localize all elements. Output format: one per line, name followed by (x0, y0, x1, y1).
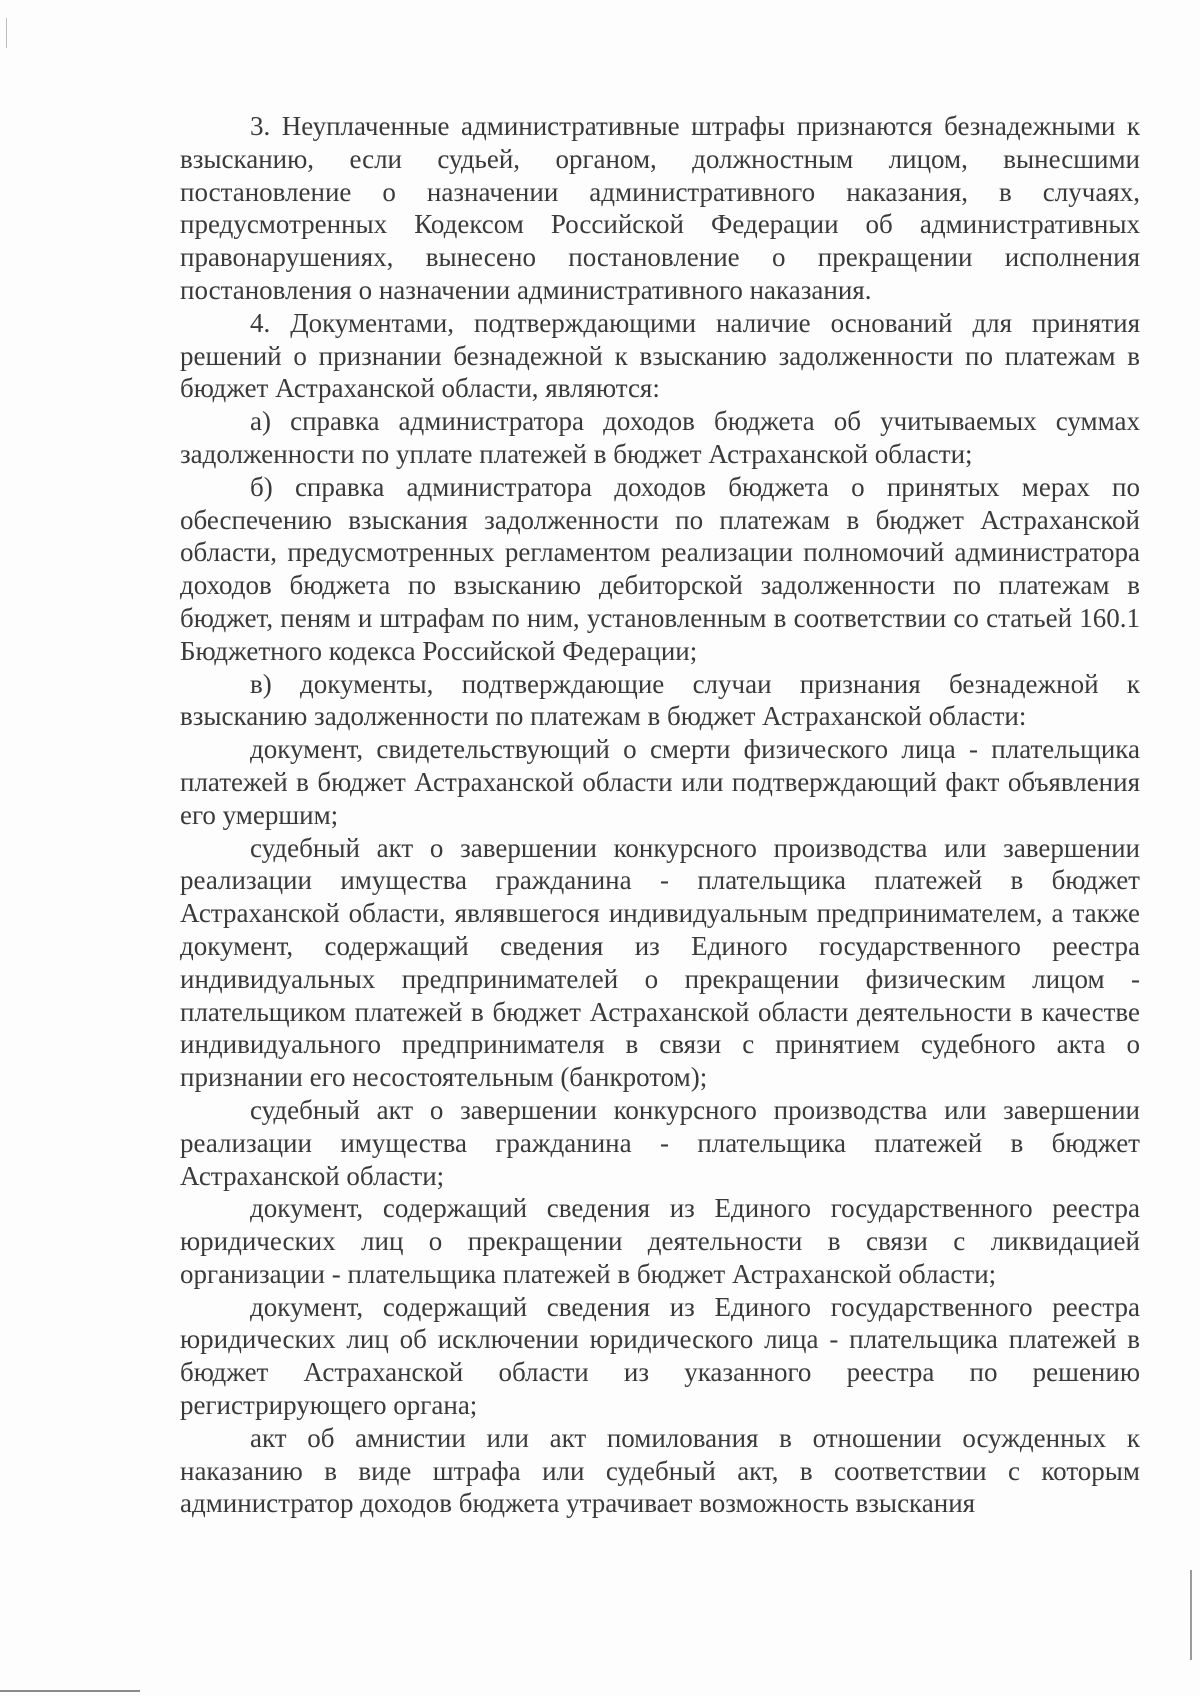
list-item-bankruptcy-citizen: судебный акт о завершении конкурсного производства или завершении реализации имущества гражданина - плательщика платежей в бюджет Астраханской области; (180, 1094, 1140, 1191)
scan-edge-mark (6, 18, 7, 48)
list-item-amnesty-act: акт об амнистии или акт помилования в отношении осужденных к наказанию в виде штрафа или судебный акт, в соответствии с которым администратор доходов бюджета утрачивает возможность взыскания (180, 1422, 1140, 1519)
document-body (180, 110, 1140, 1520)
item-b-collection-measures-certificate: б) справка администратора доходов бюджета о принятых мерах по обеспечению взыскания задолженности по платежам в бюджет Астраханской области, предусмотренных регламентом реализации полномочий администратора доходов бюджета по взысканию дебиторской задолженности по платежам в бюджет, пеням и штрафам по ним, установленным в соответствии со статьей 160.1 Бюджетного кодекса Российской Федерации; (180, 471, 1140, 666)
paragraph-4-supporting-documents: 4. Документами, подтверждающими наличие оснований для принятия решений о признании безнадежной к взысканию задолженности по платежам в бюджет Астраханской области, являются: (180, 307, 1140, 404)
list-item-bankruptcy-entrepreneur: судебный акт о завершении конкурсного производства или завершении реализации имущества гражданина - плательщика платежей в бюджет Астраханской области, являвшегося индивидуальным предпринимателем, а также документ, содержащий сведения из Единого государственного реестра индивидуальных предпринимателей о прекращении физическим лицом - плательщиком платежей в бюджет Астраханской области деятельности в качестве индивидуального предпринимателя в связи с принятием судебного акта о признании его несостоятельным (банкротом); (180, 832, 1140, 1093)
list-item-registry-exclusion: документ, содержащий сведения из Единого государственного реестра юридических лиц об исключении юридического лица - плательщика платежей в бюджет Астраханской области из указанного реестра по решению регистрирующего органа; (180, 1291, 1140, 1421)
scan-edge-mark (0, 1690, 140, 1692)
list-item-liquidation: документ, содержащий сведения из Единого государственного реестра юридических лиц о прекращении деятельности в связи с ликвидацией организации - плательщика платежей в бюджет Астраханской области; (180, 1193, 1140, 1289)
item-a-arrears-certificate: а) справка администратора доходов бюджета об учитываемых суммах задолженности по уплате платежей в бюджет Астраханской области; (180, 406, 1140, 469)
list-item-death-document: документ, свидетельствующий о смерти физического лица - плательщика платежей в бюджет Астраханской области или подтверждающий факт объявления его умершим; (180, 734, 1140, 830)
item-c-confirming-documents: в) документы, подтверждающие случаи признания безнадежной к взысканию задолженности по платежам в бюджет Астраханской области: (180, 668, 1140, 732)
paragraph-3-unpaid-fines: 3. Неуплаченные административные штрафы признаются безнадежными к взысканию, если судьей, органом, должностным лицом, вынесшими постановление о назначении административного наказания, в случаях, предусмотренных Кодексом Российской Федерации об административных правонарушениях, вынесено постановление о прекращении исполнения постановления о назначении административного наказания. (180, 111, 1140, 305)
scan-edge-mark (1190, 1570, 1192, 1660)
